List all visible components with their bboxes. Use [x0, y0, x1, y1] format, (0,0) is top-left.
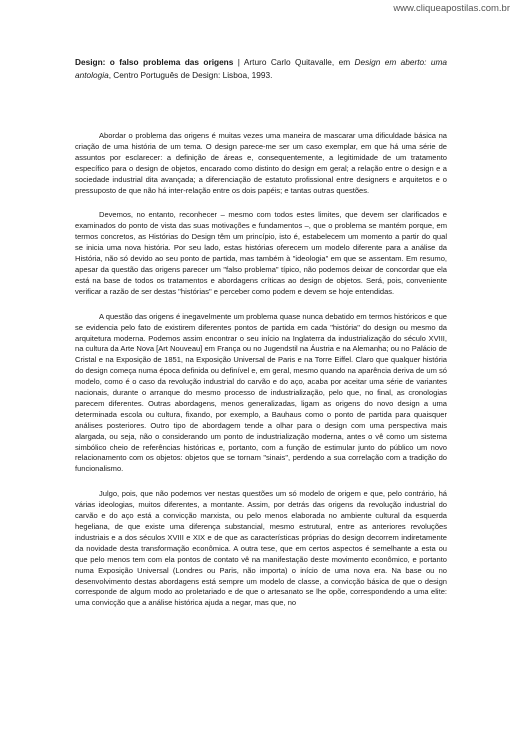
article-body — [75, 131, 447, 623]
article-title: Design: o falso problema das origens — [75, 57, 234, 67]
paragraph: Devemos, no entanto, reconhecer – mesmo com todos estes limites, que devem ser clarificados e examinados do ponto de vista das suas motivações e fundamentos –, que o problema se mantém porque, em termos concretos, as Histórias do Design têm um princípio, isto é, estabelecem um momento a partir do qual se inicia uma nova história. Por seu lado, estas histórias oferecem um modelo diferente para a análise da História, não só devido ao seu ponto de partida, mas também à "ideologia" em que se assentam. Em resumo, apesar da questão das origens parecer um "falso problema" típico, não podemos deixar de concordar que ela está na base de todos os tratamentos e abordagens críticas ao design de objetos. Será, pois, conveniente verificar a razão de ser destas "histórias" e perceber como podem e devem se hoje entendidas. — [75, 210, 447, 296]
title-separator: | — [233, 57, 244, 67]
citation-text-1: , em — [331, 57, 355, 67]
watermark: www.cliqueapostilas.com.br — [393, 3, 510, 14]
paragraph: Julgo, pois, que não podemos ver nestas questões um só modelo de origem e que, pelo contrário, há várias ideologias, muitos diferentes, a montante. Assim, por detrás das origens da revolução industrial do carvão e do aço está a convicção marxista, ou pelo menos elaborada no ambiente cultural da esquerda hegeliana, de que existe uma diferença substancial, mesmo estrutural, entre as anteriores revoluções industriais e a dos séculos XVIII e XIX e de que as características próprias do design decorrem indiretamente da novidade desta transformação econômica. A outra tese, que em certos aspectos é semelhante a esta ou que pelo menos tem com ela pontos de contato vê na manifestação deste movimento econômico, e portanto numa Exposição Universal (Londres ou Paris, não importa) o início de uma nova era. Na base ou no desenvolvimento destas abordagens está sempre um modelo de classe, a convicção básica de que o design corresponde de algum modo ao proletariado e de que o artesanato se lhe opõe, correspondendo a uma elite: uma convicção que a análise histórica ajuda a negar, mas que, no — [75, 489, 447, 608]
citation-text-2: , Centro Português de Design: Lisboa, 1993. — [108, 69, 273, 80]
citation-header — [75, 56, 447, 81]
paragraph: Abordar o problema das origens é muitas vezes uma maneira de mascarar uma dificuldade básica na criação de uma história de um tema. O design parece-me ser um caso exemplar, em que há uma série de assuntos por esclarecer: a definição de áreas e, consequentemente, a legitimidade de um tratamento específico para o design de objetos, encarado como distinto do design em geral; a relação entre o design e a sociedade industrial dita avançada; a diferenciação de estatuto profissional entre designers e arquitetos e o pressuposto de que não há inter-relação entre os dois papéis; e tantas outras questões. — [75, 131, 447, 195]
book-title: Design em aberto: uma antologia — [75, 57, 447, 80]
paragraph: A questão das origens é inegavelmente um problema quase nunca debatido em termos históricos e que se evidencia pelo fato de existirem diferentes pontos de partida em cada "história" do design ou mesmo da arquitetura moderna. Podemos assim encontrar o seu início na Inglaterra da industrialização do século XVIII, na cultura da Arte Nova [Art Nouveau] em França ou no Jugendstil na Áustria e na Alemanha; ou no Palácio de Cristal e na Exposição de 1851, na Exposição Universal de Paris e na Torre Eiffel. Claro que qualquer história do design começa numa época definida ou definível e, em geral, mesmo quando na aparência deriva de um só modelo, como é o caso da revolução industrial do carvão e do aço, acaba por aceitar uma série de variantes nacionais, durante o arranque do mesmo processo de industrialização, pelo que, no final, as cronologias parecem diferentes. Outras abordagens, menos generalizadas, ligam as origens do novo design a uma determinada escola ou cultura, fixando, por exemplo, a Bauhaus como o ponto de partida para quaisquer análises posteriores. Outro tipo de abordagem tende a olhar para o design com uma perspectiva mais alargada, ou seja, não o considerando um ponto de industrialização moderna, antes o vê como um sistema simbólico cheio de referências históricas e, portanto, com a função de estimular junto do público um novo relacionamento com os objetos: objetos que se tornam "sinais", perdendo a sua correlação com a tradição do funcionalismo. — [75, 311, 447, 474]
author-name: Arturo Carlo Quitavalle — [243, 57, 332, 67]
